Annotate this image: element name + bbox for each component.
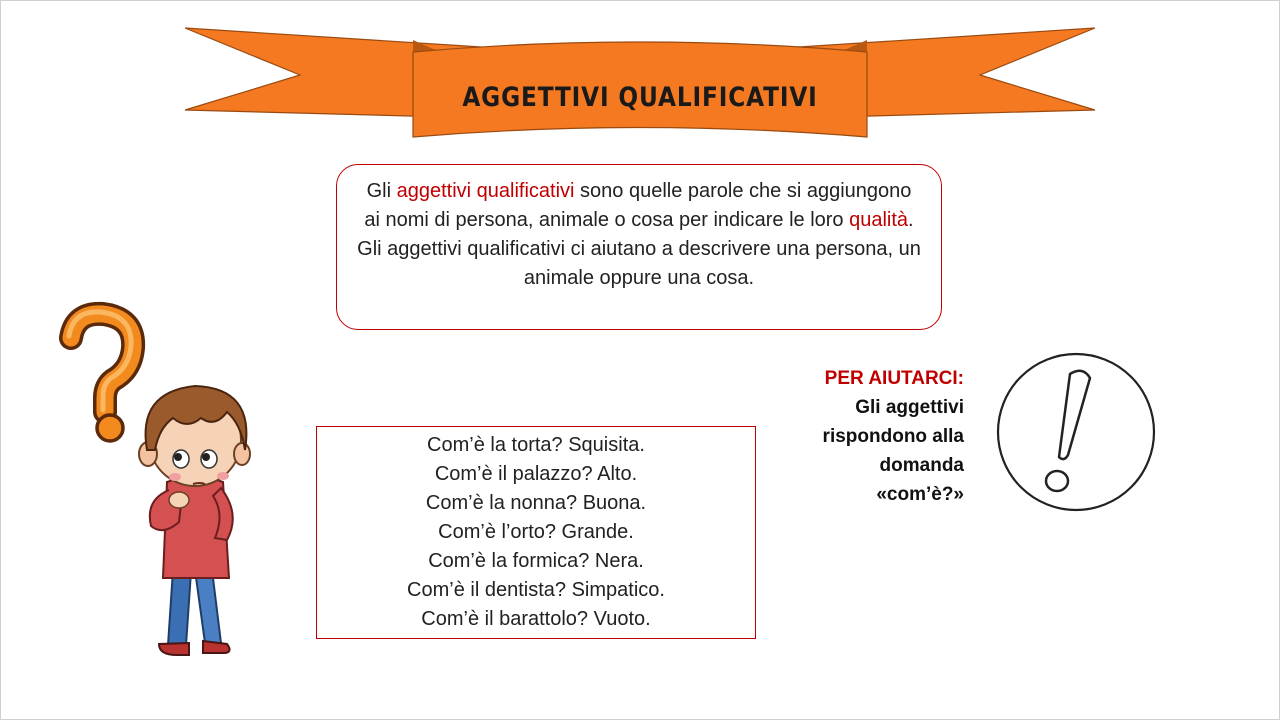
definition-second-sentence: Gli aggettivi qualificativi ci aiutano a descrivere una persona, un animale oppure una cosa. xyxy=(357,238,921,289)
example-line: Com’è il palazzo? Alto. xyxy=(434,463,638,485)
example-line: Com’è la nonna? Buona. xyxy=(425,492,647,514)
definition-text: Gli aggettivi qualificativi sono quelle parole che si aggiungono ai nomi di persona, animale o cosa per indicare le loro qualità. xyxy=(364,180,914,231)
example-line: Com’è l’orto? Grande. xyxy=(438,521,634,543)
example-line: Com’è il barattolo? Vuoto. xyxy=(421,608,651,630)
thinking-child-illustration xyxy=(55,300,285,660)
highlight-term: aggettivi qualificativi xyxy=(396,180,575,202)
highlight-quality: qualità xyxy=(849,209,909,231)
page-title: AGGETTIVI QUALIFICATIVI xyxy=(462,81,818,113)
exclamation-circle-icon xyxy=(990,352,1162,512)
example-line: Com’è la torta? Squisita. xyxy=(427,434,645,456)
examples-box xyxy=(316,426,756,639)
example-line: Com’è la formica? Nera. xyxy=(428,550,644,572)
hint-line: domanda xyxy=(879,455,964,476)
hint-line: rispondono alla xyxy=(822,426,964,447)
definition-box xyxy=(336,164,942,330)
question-mark-icon xyxy=(69,312,133,441)
hint-block xyxy=(760,364,964,509)
hint-title: PER AIUTARCI: xyxy=(824,368,964,389)
example-line: Com’è il dentista? Simpatico. xyxy=(407,579,665,601)
hint-line: «com’è?» xyxy=(876,484,964,505)
hint-line: Gli aggettivi xyxy=(855,397,964,418)
